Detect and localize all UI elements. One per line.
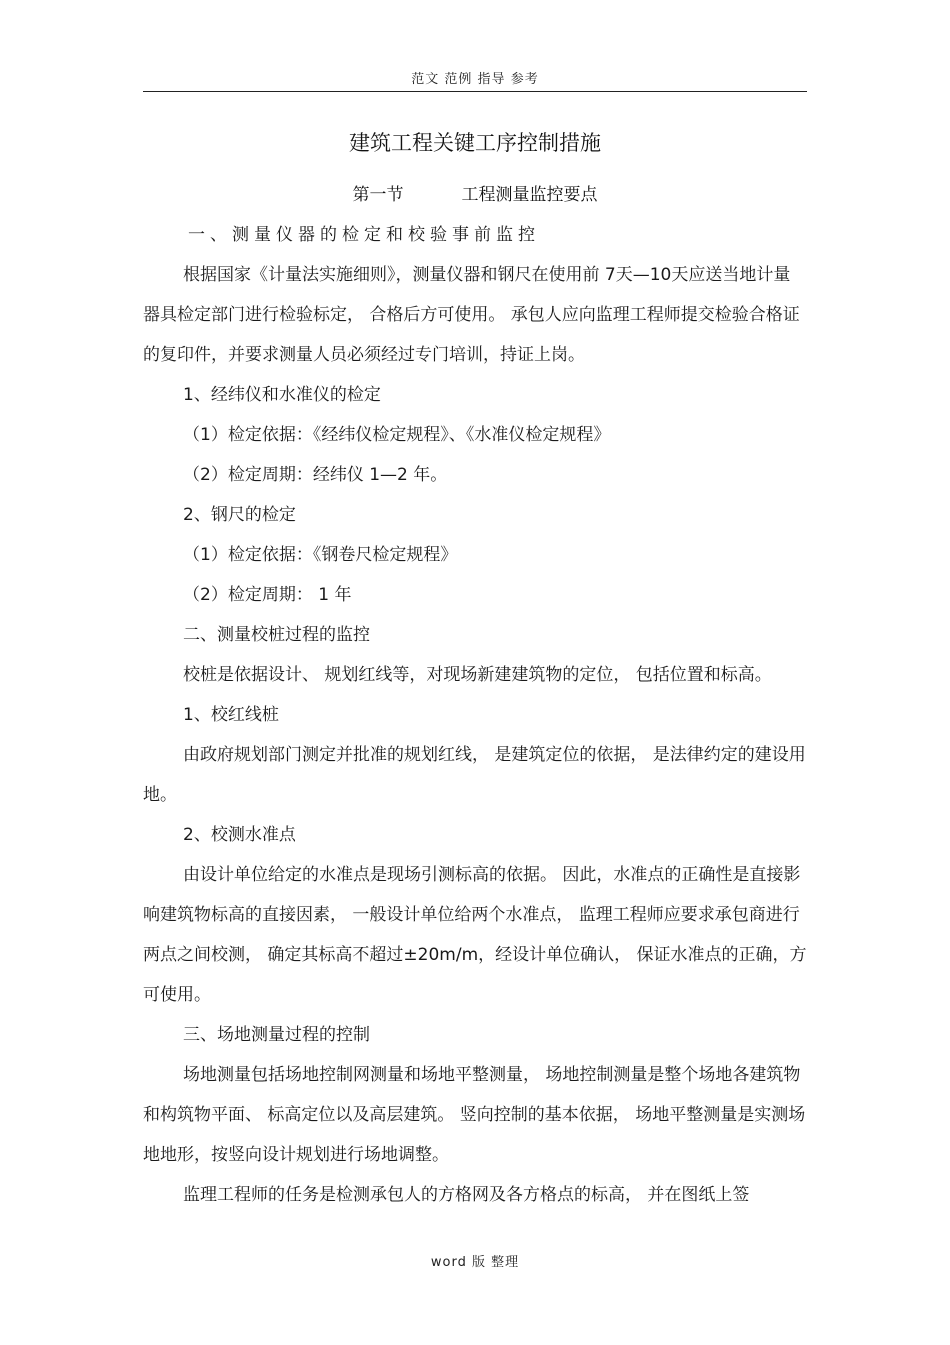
heading-instrument-calibration: 一、测量仪器的检定和校验事前监控	[188, 225, 540, 245]
page-header: 范文 范例 指导 参考	[411, 72, 539, 87]
heading-site-survey: 三、场地测量过程的控制	[183, 1025, 370, 1045]
paragraph-benchmark: 由设计单位给定的水准点是现场引测标高的依据。 因此，水准点的正确性是直接影响建筑物标高的直接因素， 一般设计单位给两个水准点， 监理工程师应要求承包商进行两点之间校测， 确定其标高不超过±20m/m，经设计单位确认， 保证水准点的正确，方可使用。	[143, 865, 807, 1005]
paragraph-engineer-task: 监理工程师的任务是检测承包人的方格网及各方格点的标高， 并在图纸上签	[183, 1185, 750, 1205]
list-item-period-theodolite: （2）检定周期：经纬仪 1—2 年。	[183, 465, 448, 485]
paragraph-calibration-requirement: 根据国家《计量法实施细则》，测量仪器和钢尺在使用前 7天—10天应送当地计量器具检定部门进行检验标定， 合格后方可使用。 承包人应向监理工程师提交检验合格证的复印件，并要求测量人员必须经过专门培训，持证上岗。	[143, 265, 800, 365]
section-number: 第一节	[352, 185, 404, 205]
document-body	[143, 215, 807, 1215]
subheading-theodolite-level: 1、经纬仪和水准仪的检定	[183, 385, 381, 405]
heading-pile-check: 二、测量校桩过程的监控	[183, 625, 370, 645]
list-item-basis-steel-tape: （1）检定依据：《钢卷尺检定规程》	[183, 545, 458, 565]
list-item-basis-theodolite: （1）检定依据：《经纬仪检定规程》、《水准仪检定规程》	[183, 425, 611, 445]
header-divider	[143, 91, 807, 92]
paragraph-red-line: 由政府规划部门测定并批准的规划红线， 是建筑定位的依据， 是法律约定的建设用地。	[143, 745, 806, 805]
paragraph-site-survey: 场地测量包括场地控制网测量和场地平整测量， 场地控制测量是整个场地各建筑物和构筑物平面、 标高定位以及高层建筑。 竖向控制的基本依据， 场地平整测量是实测场地地形，按竖向设计规划进行场地调整。	[143, 1065, 806, 1165]
section-heading	[0, 180, 950, 205]
page-footer: word 版 整理	[430, 1255, 520, 1270]
list-item-period-steel-tape: （2）检定周期： 1 年	[183, 585, 352, 605]
subheading-steel-tape: 2、钢尺的检定	[183, 505, 296, 525]
subheading-red-line: 1、校红线桩	[183, 705, 279, 725]
document-title: 建筑工程关键工序控制措施	[349, 131, 601, 155]
subheading-benchmark: 2、校测水准点	[183, 825, 296, 845]
section-title: 工程测量监控要点	[461, 185, 598, 205]
paragraph-pile-check: 校桩是依据设计、 规划红线等，对现场新建建筑物的定位， 包括位置和标高。	[183, 665, 772, 685]
